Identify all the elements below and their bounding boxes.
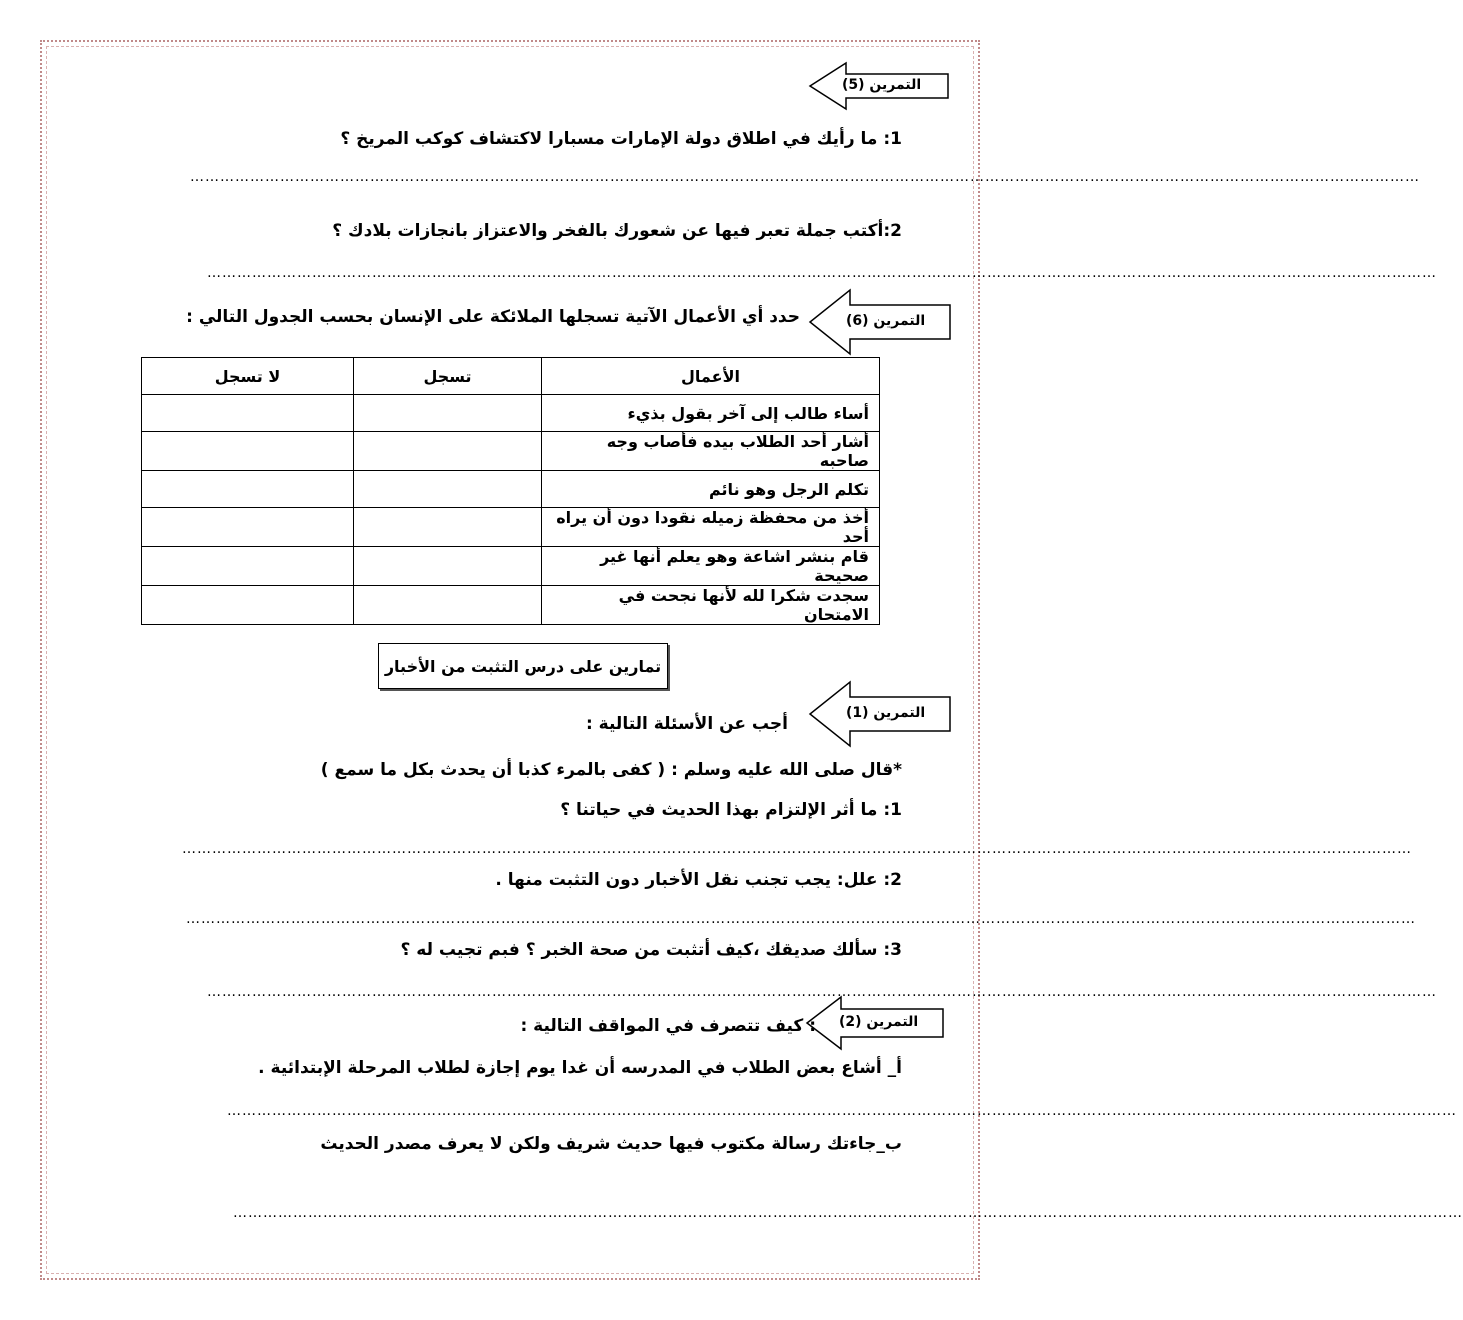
recorded-cell[interactable]: [354, 586, 542, 625]
exercise-6-label: [808, 289, 952, 355]
ex1-instruction: أجب عن الأسئلة التالية :: [585, 714, 788, 734]
action-cell: قام بنشر اشاعة وهو يعلم أنها غير صحيحة: [542, 547, 880, 586]
ex2-instruction: : كيف تتصرف في المواقف التالية :: [520, 1016, 816, 1036]
table-row: [142, 432, 880, 471]
action-cell: سجدت شكرا لله لأنها نجحت في الامتحان: [542, 586, 880, 625]
hadith-text: *قال صلى الله عليه وسلم : ( كفى بالمرء كذبا أن يحدث بكل ما سمع ): [320, 760, 902, 780]
not-recorded-cell[interactable]: [142, 471, 354, 508]
table-row: [142, 471, 880, 508]
ex5-question-2: 2:أكتب جملة تعبر فيها عن شعورك بالفخر والاعتزاز بانجازات بلادك ؟: [332, 221, 902, 241]
actions-table: [141, 357, 880, 625]
answer-line[interactable]: …………………………………………………………………………………………………………………………………………………………………………………………………………………………: [207, 265, 1437, 281]
not-recorded-cell[interactable]: [142, 547, 354, 586]
header-recorded: تسجل: [354, 358, 542, 395]
recorded-cell[interactable]: [354, 508, 542, 547]
table-row: [142, 395, 880, 432]
exercise-5-label: [808, 62, 950, 110]
answer-line[interactable]: …………………………………………………………………………………………………………………………………………………………………………………………………………………………: [182, 841, 1412, 857]
not-recorded-cell[interactable]: [142, 395, 354, 432]
lesson-title: تمارين على درس التثبت من الأخبار: [378, 643, 668, 689]
recorded-cell[interactable]: [354, 471, 542, 508]
exercise-6-label-text: التمرين (6): [846, 313, 926, 329]
ex1-question-2: 2: علل: يجب تجنب نقل الأخبار دون التثبت منها .: [495, 870, 902, 890]
exercise-1-label: [808, 681, 952, 747]
action-cell: تكلم الرجل وهو نائم: [542, 471, 880, 508]
answer-line[interactable]: …………………………………………………………………………………………………………………………………………………………………………………………………………………………: [186, 911, 1416, 927]
not-recorded-cell[interactable]: [142, 586, 354, 625]
answer-line[interactable]: …………………………………………………………………………………………………………………………………………………………………………………………………………………………: [227, 1103, 1457, 1119]
recorded-cell[interactable]: [354, 395, 542, 432]
table-row: [142, 586, 880, 625]
not-recorded-cell[interactable]: [142, 432, 354, 471]
exercise-2-label-text: التمرين (2): [839, 1014, 919, 1030]
answer-line[interactable]: …………………………………………………………………………………………………………………………………………………………………………………………………………………………: [207, 984, 1437, 1000]
ex6-instruction: حدد أي الأعمال الآتية تسجلها الملائكة على الإنسان بحسب الجدول التالي :: [186, 307, 800, 327]
ex1-question-1: 1: ما أثر الإلتزام بهذا الحديث في حياتنا ؟: [560, 800, 902, 820]
action-cell: أشار أحد الطلاب بيده فأصاب وجه صاحبه: [542, 432, 880, 471]
header-not-recorded: لا تسجل: [142, 358, 354, 395]
recorded-cell[interactable]: [354, 547, 542, 586]
table-row: [142, 508, 880, 547]
ex2-situation-b: ب_جاءتك رسالة مكتوب فيها حديث شريف ولكن لا يعرف مصدر الحديث: [320, 1134, 902, 1154]
not-recorded-cell[interactable]: [142, 508, 354, 547]
ex1-question-3: 3: سألك صديقك ،كيف أتثبت من صحة الخبر ؟ فبم تجيب له ؟: [400, 940, 902, 960]
ex5-question-1: 1: ما رأيك في اطلاق دولة الإمارات مسبارا لاكتشاف كوكب المريخ ؟: [340, 129, 902, 149]
table-row: [142, 547, 880, 586]
ex2-situation-a: أ_ أشاع بعض الطلاب في المدرسه أن غدا يوم إجازة لطلاب المرحلة الإبتدائية .: [258, 1058, 902, 1078]
exercise-2-label: [805, 996, 945, 1050]
exercise-1-label-text: التمرين (1): [846, 705, 926, 721]
recorded-cell[interactable]: [354, 432, 542, 471]
exercise-5-label-text: التمرين (5): [842, 77, 922, 93]
action-cell: أخذ من محفظة زميله نقودا دون أن يراه أحد: [542, 508, 880, 547]
header-actions: الأعمال: [542, 358, 880, 395]
table-header-row: [142, 358, 880, 395]
answer-line[interactable]: …………………………………………………………………………………………………………………………………………………………………………………………………………………………: [233, 1205, 1463, 1221]
action-cell: أساء طالب إلى آخر بقول بذيء: [542, 395, 880, 432]
answer-line[interactable]: …………………………………………………………………………………………………………………………………………………………………………………………………………………………: [190, 169, 1420, 185]
